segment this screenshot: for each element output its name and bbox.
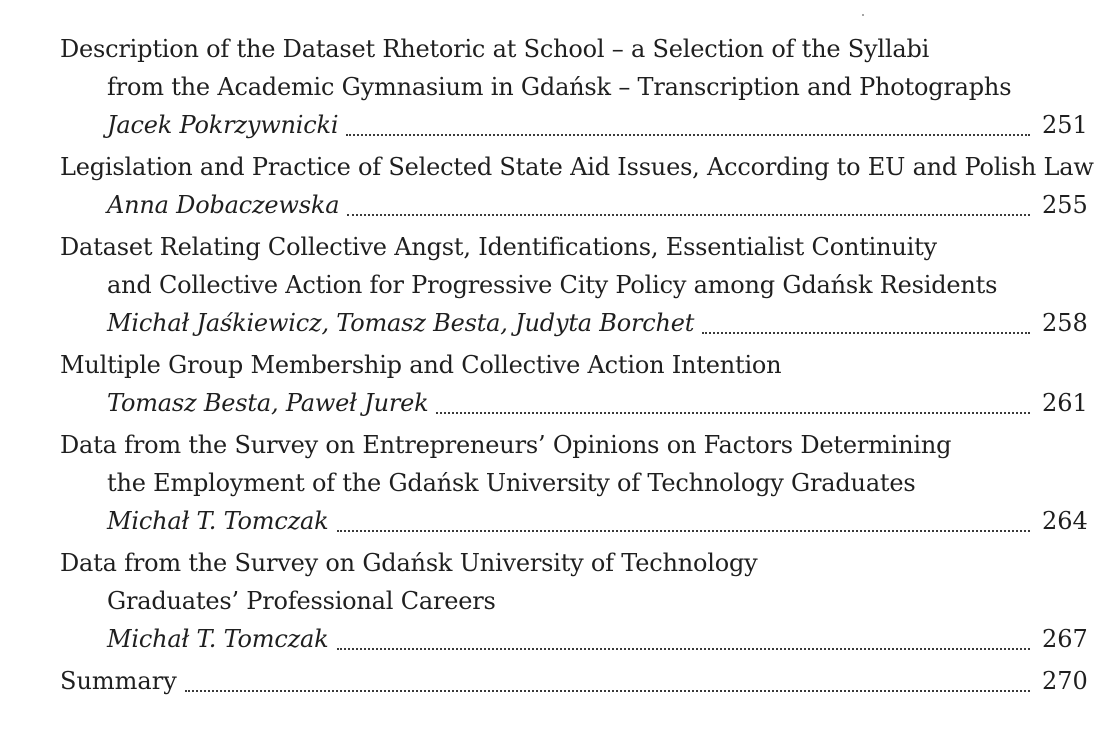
entry-title-line: Legislation and Practice of Selected State Aid Issues, According to EU and Polish Law [60, 153, 1094, 181]
entry-page-number: 258 [1042, 309, 1088, 337]
dot-leader [346, 134, 1030, 136]
entry-page-number: 267 [1042, 625, 1088, 653]
summary-row [60, 662, 1086, 700]
entry-author-row [60, 304, 1086, 342]
entry-title-line: from the Academic Gymnasium in Gdańsk – Transcription and Photographs [107, 73, 1012, 101]
entry-author-row [60, 502, 1086, 540]
entry-page-number: 251 [1042, 111, 1088, 139]
entry-author: Tomasz Besta, Paweł Jurek [107, 389, 429, 417]
entry-author-row [60, 620, 1086, 658]
toc-entry [60, 148, 1094, 224]
toc-entry [60, 346, 1086, 422]
entry-title-line: Data from the Survey on Entrepreneurs’ Opinions on Factors Determining [60, 431, 952, 459]
entry-title-line: Description of the Dataset Rhetoric at School – a Selection of the Syllabi [60, 35, 930, 63]
entry-author: Michał Jaśkiewicz, Tomasz Besta, Judyta Borchet [107, 309, 695, 337]
dot-leader [337, 648, 1031, 650]
entry-page-number: 261 [1042, 389, 1088, 417]
dot-leader [347, 214, 1030, 216]
toc-entry [60, 30, 1086, 144]
toc-entry [60, 544, 1086, 658]
dot-leader [337, 530, 1031, 532]
toc-entry [60, 228, 1086, 342]
scan-speck [862, 14, 864, 16]
dot-leader [185, 690, 1030, 692]
toc-entry [60, 426, 1086, 540]
entry-author: Anna Dobaczewska [107, 191, 340, 219]
entry-author-row [60, 384, 1086, 422]
table-of-contents [60, 30, 1094, 700]
entry-author-row [60, 186, 1086, 224]
summary-label: Summary [60, 667, 177, 695]
entry-author: Michał T. Tomczak [107, 625, 329, 653]
entry-author: Jacek Pokrzywnicki [107, 111, 339, 139]
summary-page-number: 270 [1042, 667, 1088, 695]
entry-title-line: Dataset Relating Collective Angst, Identifications, Essentialist Continuity [60, 233, 937, 261]
toc-entry-summary [60, 662, 1086, 700]
entry-title-line: Data from the Survey on Gdańsk University of Technology [60, 549, 758, 577]
entry-page-number: 255 [1042, 191, 1088, 219]
dot-leader [436, 412, 1030, 414]
entry-title-line: Multiple Group Membership and Collective Action Intention [60, 351, 782, 379]
dot-leader [702, 332, 1030, 334]
entry-title-line: and Collective Action for Progressive City Policy among Gdańsk Residents [107, 271, 998, 299]
entry-title-line: the Employment of the Gdańsk University of Technology Graduates [107, 469, 916, 497]
entry-author: Michał T. Tomczak [107, 507, 329, 535]
entry-page-number: 264 [1042, 507, 1088, 535]
entry-title-line: Graduates’ Professional Careers [107, 587, 496, 615]
entry-author-row [60, 106, 1086, 144]
